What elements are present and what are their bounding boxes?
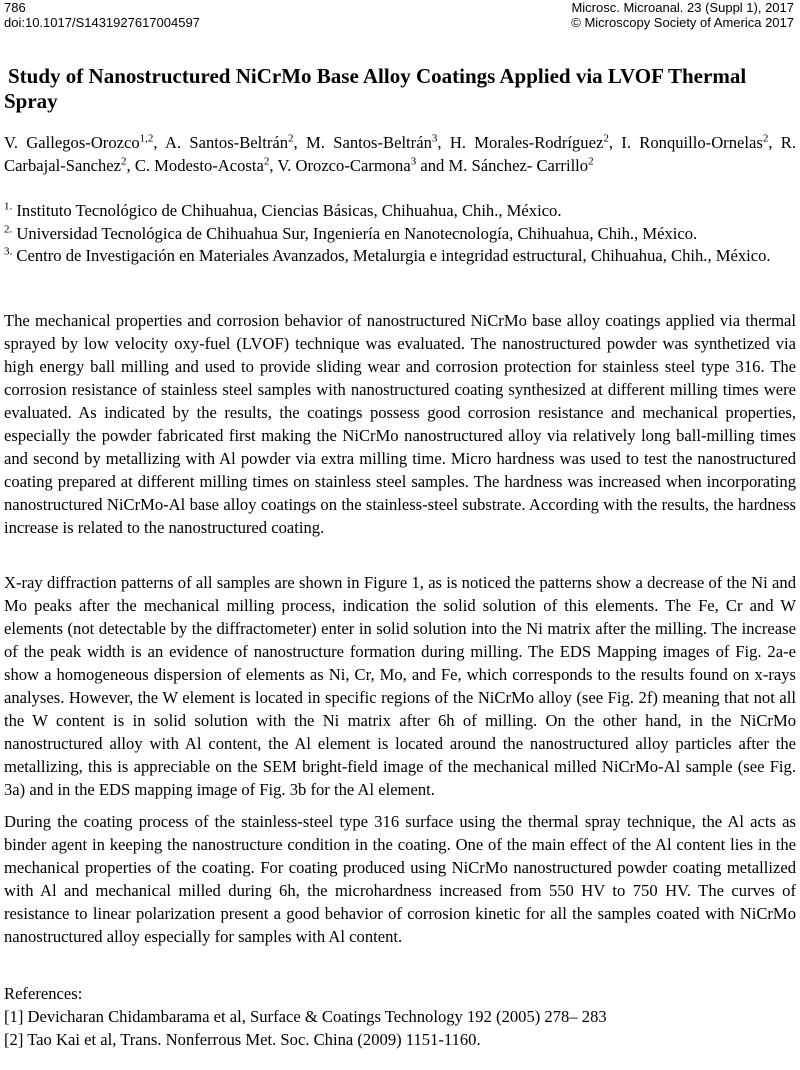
author-list: V. Gallegos-Orozco$^{1,2}$, A. Santos-Beltrán$^2$, M. Santos-Beltrán$^3$, H. Morales-Rodríguez$^2$, I. Ronquillo-Ornelas$^2$, R. Carbajal-Sanchez$^2$, C. Modesto-Acosta$^2$, V. Orozco-Carmona$^3$ and M. Sánchez- Carrillo$^2$ (4, 132, 796, 175)
author-affiliation-mark: 3 (431, 132, 438, 145)
page-number: 786 (4, 0, 26, 15)
author-name: I. Ronquillo-Ornelas (621, 133, 763, 152)
affiliation-text: Instituto Tecnológico de Chihuahua, Ciencias Básicas, Chihuahua, Chih., México. (12, 201, 562, 220)
affiliation (4, 223, 800, 246)
header-left (4, 0, 200, 30)
author-affiliation-mark: 2 (603, 132, 609, 145)
author-affiliation-mark: 3 (410, 155, 417, 168)
author-affiliation-mark: 2 (762, 132, 769, 145)
affiliation-text: Centro de Investigación en Materiales Avanzados, Metalurgia e integridad estructural, Chihuahua, Chih., México. (12, 246, 771, 266)
references-heading: References: (4, 984, 83, 1003)
body-paragraph-3: During the coating process of the stainless-steel type 316 surface using the thermal spray technique, the Al acts as binder agent in keeping the nanostructure condition in the coating. One of the main effect of the Al content lies in the mechanical properties of the coating. For coating produced using NiCrMo nanostructured powder coating metallized with Al and mechanical milled during 6h, the microhardness increased from 550 HV to 750 HV. The curves of resistance to linear polarization present a good behavior of corrosion kinetic for all the samples coated with NiCrMo nanostructured alloy especially for samples with Al content. (4, 812, 796, 946)
affiliation-mark: 3. (4, 245, 13, 258)
affiliation (4, 245, 800, 268)
copyright: © Microscopy Society of America 2017 (571, 15, 794, 30)
author-affiliation-mark: 2 (121, 155, 127, 168)
author-name: R. Carbajal-Sanchez (4, 133, 796, 175)
author-name: M. Santos-Beltrán (306, 133, 432, 152)
references (4, 982, 796, 1051)
author-name: V. Gallegos-Orozco (4, 133, 140, 152)
header-right (571, 0, 794, 30)
affiliations (4, 200, 800, 268)
affiliation-mark: 1. (4, 200, 13, 213)
author-name: C. Modesto-Acosta (134, 156, 264, 175)
author-name: H. Morales-Rodríguez (449, 133, 604, 152)
author-affiliation-mark: 2 (588, 155, 594, 168)
paper-title: Study of Nanostructured NiCrMo Base Alloy Coatings Applied via LVOF Thermal Spray (4, 64, 747, 113)
author-affiliation-mark: 1,2 (139, 132, 154, 145)
author-name: M. Sánchez- Carrillo (448, 156, 589, 175)
affiliation-text: Universidad Tecnológica de Chihuahua Sur, Ingeniería en Nanotecnología, Chihuahua, Chih., México. (12, 223, 698, 243)
affiliation (4, 200, 800, 223)
affiliation-mark: 2. (4, 223, 13, 236)
author-affiliation-mark: 2 (263, 155, 270, 168)
author-name: A. Santos-Beltrán (164, 133, 289, 152)
abstract-paragraph-1: The mechanical properties and corrosion behavior of nanostructured NiCrMo base alloy coatings applied via thermal sprayed by low velocity oxy-fuel (LVOF) technique was evaluated. The nanostructured powder was synthetized via high energy ball milling and used to provide sliding wear and corrosion protection for stainless steel type 316. The corrosion resistance of stainless steel samples with nanostructured coating synthesized at different milling times were evaluated. As indicated by the results, the coatings possess good corrosion resistance and mechanical properties, especially the powder fabricated first making the NiCrMo nanostructured alloy via relatively long ball-milling times and second by metallizing with Al powder via extra milling time. Micro hardness was used to test the nanostructured coating prepared at different milling times on stainless steel samples. The hardness was increased when incorporating nanostructured NiCrMo-Al base alloy coatings on the stainless-steel substrate. According with the results, the hardness increase is related to the nanostructured coating. (4, 311, 796, 537)
author-affiliation-mark: 2 (288, 132, 294, 145)
author-name: V. Orozco-Carmona (277, 156, 411, 175)
reference-1: [1] Devicharan Chidambarama et al, Surface & Coatings Technology 192 (2005) 278– 283 (4, 1007, 607, 1026)
body-paragraph-2: X-ray diffraction patterns of all samples are shown in Figure 1, as is noticed the patterns show a decrease of the Ni and Mo peaks after the mechanical milling process, indication the solid solution of this elements. The Fe, Cr and W elements (not detectable by the diffractometer) enter in solid solution into the Ni matrix after the milling. The increase of the peak width is an evidence of nanostructure formation during milling. The EDS Mapping images of Fig. 2a-e show a homogeneous dispersion of elements as Ni, Cr, Mo, and Fe, which corresponds to the results found on x-rays analyses. However, the W element is located in specific regions of the NiCrMo alloy (see Fig. 2f) meaning that not all the W content is in solid solution with the Ni matrix after 6h of milling. On the other hand, in the NiCrMo nanostructured alloy with Al content, the Al element is located around the nanostructured alloy particles after the metallizing, this is appreciable on the SEM bright-field image of the mechanical milled NiCrMo-Al sample (see Fig. 3a) and in the EDS mapping image of Fig. 3b for the Al element. (4, 573, 796, 799)
journal-citation: Microsc. Microanal. 23 (Suppl 1), 2017 (571, 0, 794, 15)
doi: doi:10.1017/S1431927617004597 (4, 15, 200, 30)
reference-2: [2] Tao Kai et al, Trans. Nonferrous Met. Soc. China (2009) 1151-1160. (4, 1030, 481, 1049)
